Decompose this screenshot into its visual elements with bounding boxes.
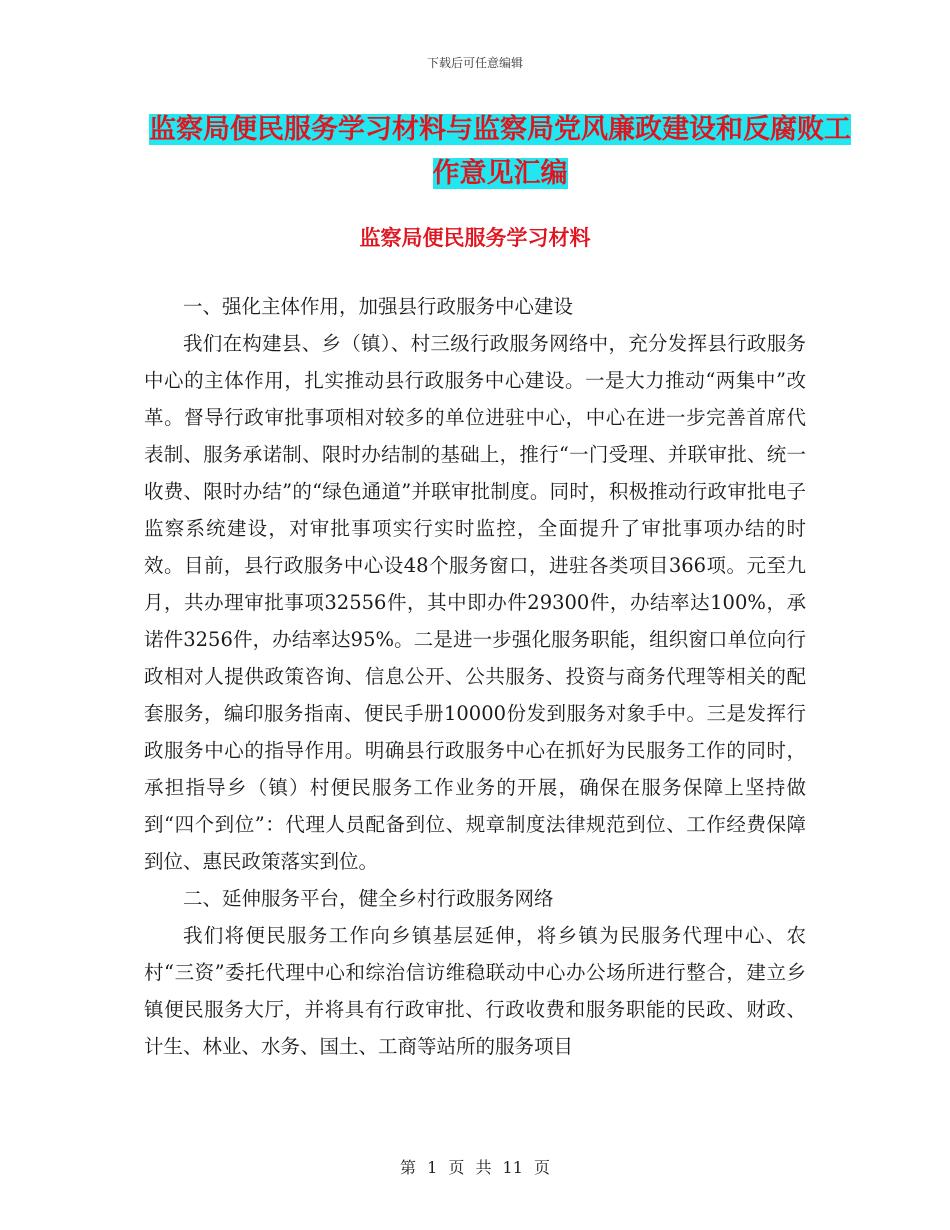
page-number-footer: 第 1 页 共 11 页	[400, 1158, 550, 1177]
document-title-text: 监察局便民服务学习材料与监察局党风廉政建设和反腐败工作意见汇编	[149, 114, 851, 189]
page-header-note: 下载后可任意编辑	[426, 56, 523, 70]
section-title: 监察局便民服务学习材料	[359, 226, 591, 250]
document-title	[140, 108, 860, 196]
heading-paragraph-1: 一、强化主体作用，加强县行政服务中心建设	[183, 295, 574, 318]
body-paragraph-1: 我们在构建县、乡（镇）、村三级行政服务网络中，充分发挥县行政服务中心的主体作用，扎实推动县行政服务中心建设。一是大力推动“两集中”改革。督导行政审批事项相对较多的单位进驻中心，中心在进一步完善首席代表制、服务承诺制、限时办结制的基础上，推行“一门受理、并联审批、统一收费、限时办结”的“绿色通道”并联审批制度。同时，积极推动行政审批电子监察系统建设，对审批事项实行实时监控，全面提升了审批事项办结的时效。目前，县行政服务中心设48个服务窗口，进驻各类项目366项。元至九月，共办理审批事项32556件，其中即办件29300件，办结率达100%，承诺件3256件，办结率达95%。二是进一步强化服务职能，组织窗口单位向行政相对人提供政策咨询、信息公开、公共服务、投资与商务代理等相关的配套服务，编印服务指南、便民手册10000份发到服务对象手中。三是发挥行政服务中心的指导作用。明确县行政服务中心在抓好为民服务工作的同时，承担指导乡（镇）村便民服务工作业务的开展，确保在服务保障上坚持做到“四个到位”：代理人员配备到位、规章制度法律规范到位、工作经费保障到位、惠民政策落实到位。	[144, 332, 806, 873]
document-body	[144, 288, 806, 1065]
body-paragraph-2: 我们将便民服务工作向乡镇基层延伸，将乡镇为民服务代理中心、农村“三资”委托代理中心和综治信访维稳联动中心办公场所进行整合，建立乡镇便民服务大厅，并将具有行政审批、行政收费和服务职能的民政、财政、计生、林业、水务、国土、工商等站所的服务项目	[144, 924, 806, 1058]
heading-paragraph-2: 二、延伸服务平台，健全乡村行政服务网络	[183, 887, 554, 910]
